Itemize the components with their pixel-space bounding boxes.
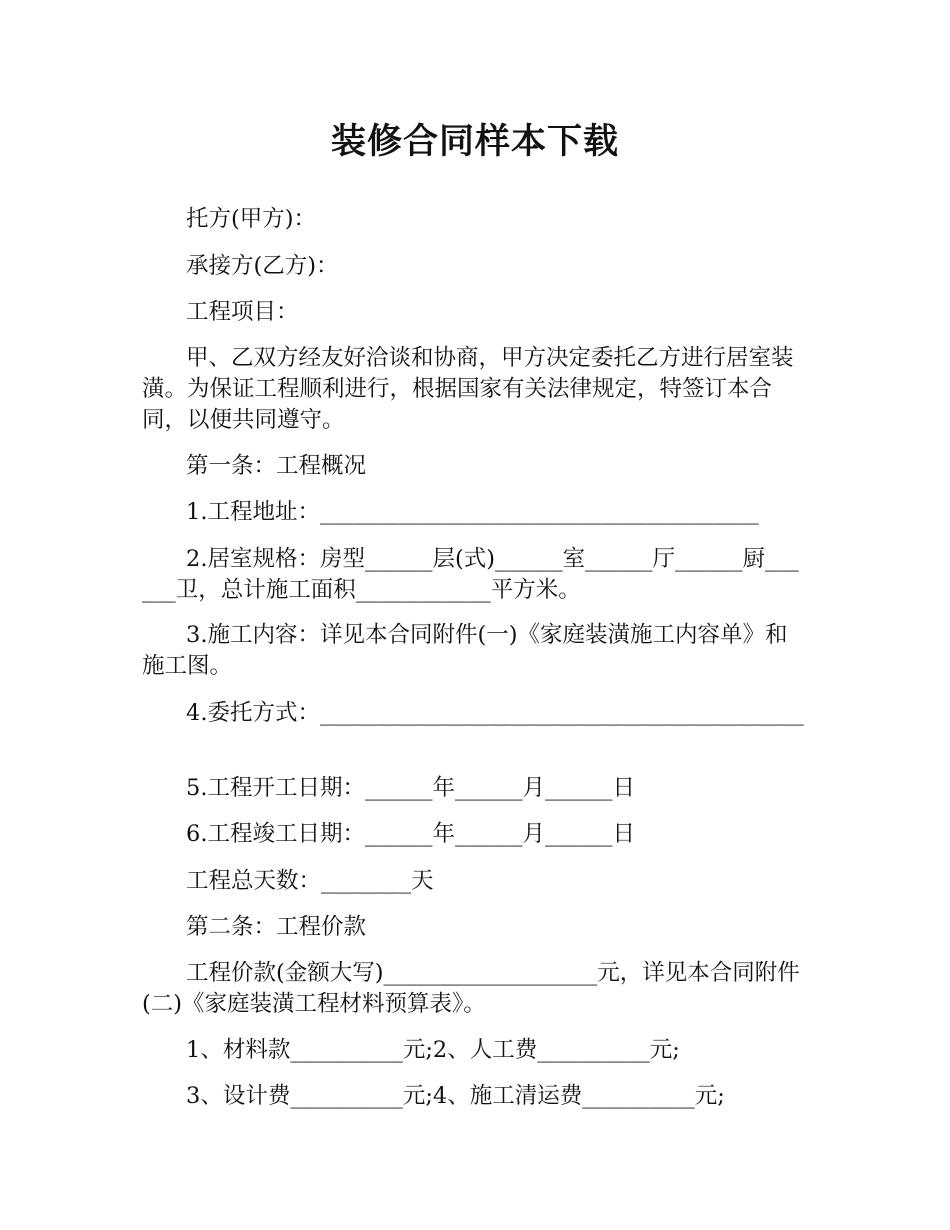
article-1-heading: 第一条：工程概况 <box>186 453 367 479</box>
clause-end-date: 6.工程竣工日期：______年______月______日 <box>186 821 635 847</box>
intro-paragraph: 甲、乙双方经友好洽谈和协商，甲方决定委托乙方进行居室装潢。为保证工程顺利进行，根据国家有关法律规定，特签订本合同，以便共同遵守。 <box>142 345 794 433</box>
clause-address: 1.工程地址：_______________________________________ <box>186 499 759 525</box>
project-line: 工程项目： <box>186 299 299 325</box>
party-b-line: 承接方(乙方)： <box>186 253 339 279</box>
party-a-line: 托方(甲方)： <box>186 206 317 232</box>
clause-start-date: 5.工程开工日期：______年______月______日 <box>186 775 635 801</box>
fee-line-2: 3、设计费__________元;4、施工清运费__________元; <box>186 1083 725 1109</box>
document-title: 装修合同样本下载 <box>330 122 619 162</box>
clause-commission: 4.委托方式：___________________________________________ <box>186 700 804 726</box>
clause-content: 3.施工内容：详见本合同附件(一)《家庭装潢施工内容单》和施工图。 <box>142 622 788 679</box>
total-days-line: 工程总天数：________天 <box>186 868 434 894</box>
fee-line-1: 1、材料款__________元;2、人工费__________元; <box>186 1037 680 1063</box>
price-paragraph: 工程价款(金额大写)___________________元，详见本合同附件(二)《家庭装潢工程材料预算表》。 <box>142 960 800 1017</box>
clause-room-spec: 2.居室规格：房型______层(式)______室______厅______厨______卫，总计施工面积____________平方米。 <box>142 546 799 603</box>
article-2-heading: 第二条：工程价款 <box>186 914 367 940</box>
